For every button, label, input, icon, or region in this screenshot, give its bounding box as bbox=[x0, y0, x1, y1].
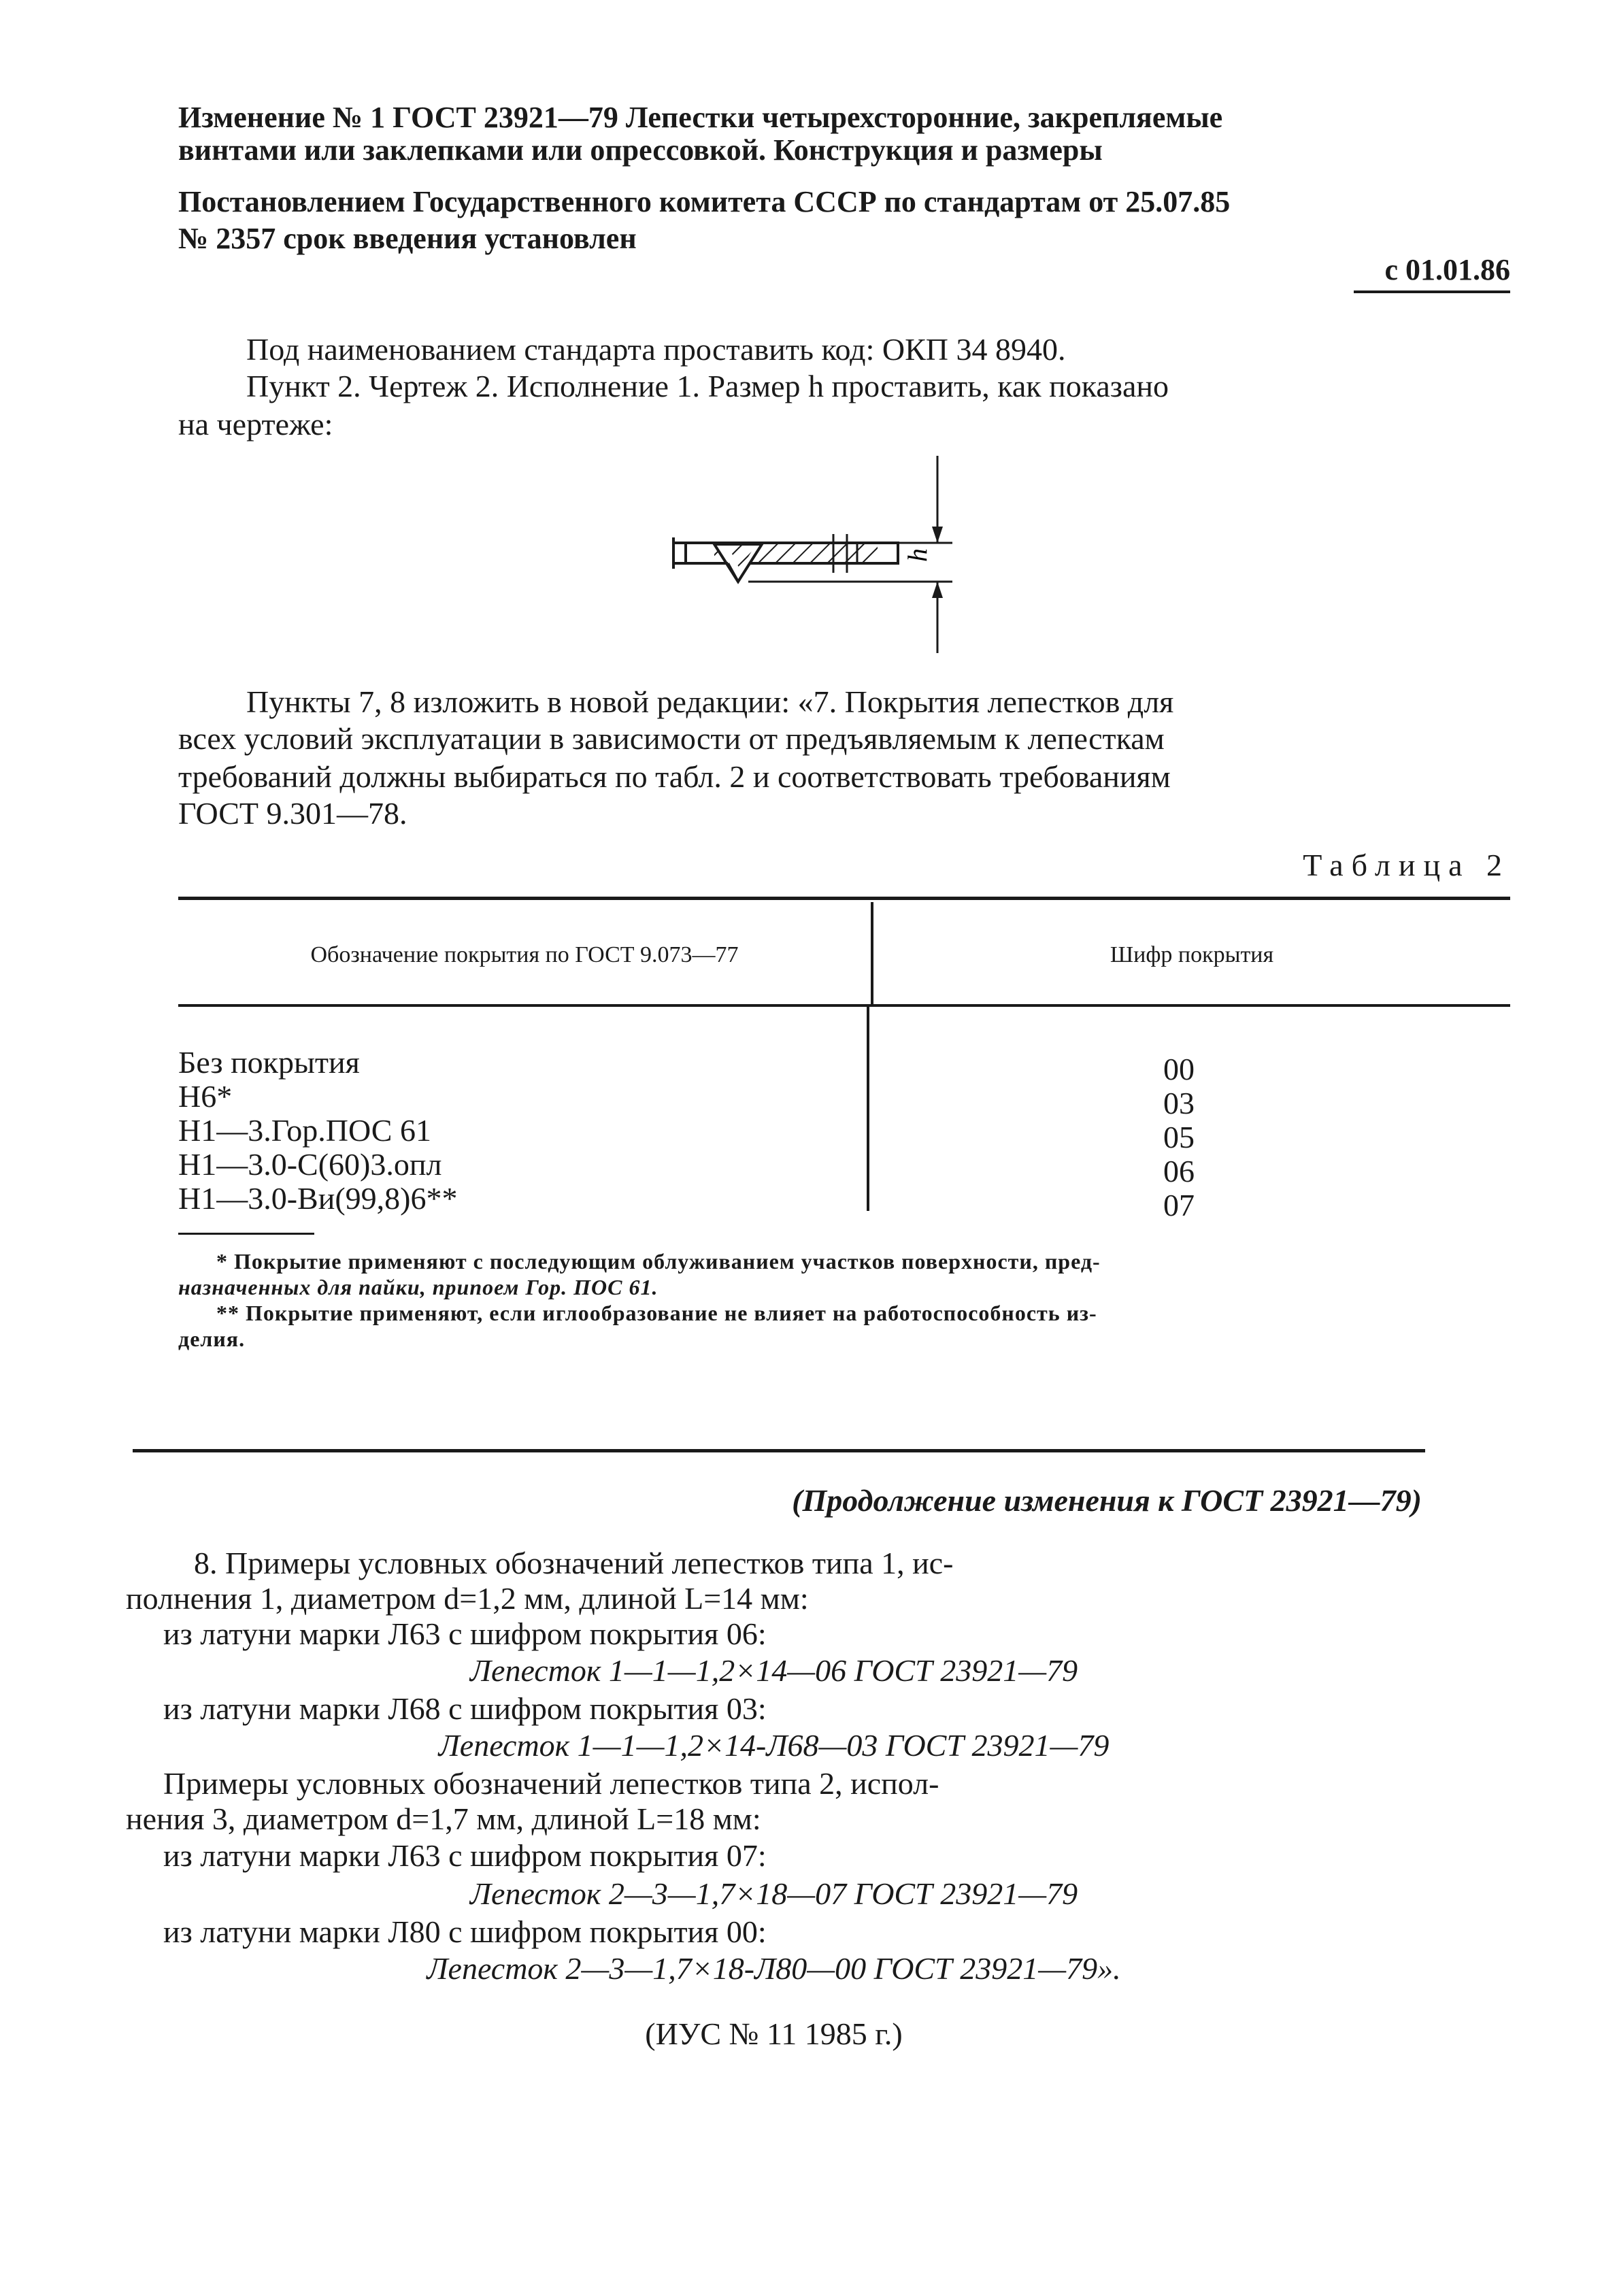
dimension-h-label: h bbox=[902, 548, 933, 562]
designation-example: Лепесток 1—1—1,2×14-Л68—03 ГОСТ 23921—79 bbox=[438, 1728, 1110, 1763]
decree-line-2: № 2357 срок введения установлен bbox=[178, 222, 637, 255]
table-cell-designation: Н1—3.0-С(60)3.опл bbox=[178, 1147, 442, 1182]
intro-line-2: Пункт 2. Чертеж 2. Исполнение 1. Размер h проставить, как показано bbox=[246, 369, 1169, 403]
footnote-1-line-1: * Покрытие применяют с последующим облуживанием участков поверхности, пред- bbox=[216, 1249, 1101, 1274]
continuation-p2-line-3: из латуни марки Л63 с шифром покрытия 07: bbox=[163, 1838, 767, 1873]
table-cell-code: 03 bbox=[1163, 1086, 1195, 1120]
title-line-1: Изменение № 1 ГОСТ 23921—79 Лепестки четырехсторонние, закрепляемые bbox=[178, 101, 1223, 134]
footnote-rule bbox=[178, 1233, 314, 1235]
table-header-code: Шифр покрытия bbox=[1110, 942, 1274, 967]
table-caption: Таблица 2 bbox=[1303, 848, 1510, 882]
continuation-heading: (Продолжение изменения к ГОСТ 23921—79) bbox=[792, 1483, 1422, 1518]
continuation-p1-line-2: полнения 1, диаметром d=1,2 мм, длиной L=14 мм: bbox=[126, 1581, 809, 1616]
part-drawing bbox=[653, 442, 1034, 660]
designation-example: Лепесток 1—1—1,2×14—06 ГОСТ 23921—79 bbox=[469, 1653, 1078, 1688]
table-cell-code: 05 bbox=[1163, 1120, 1195, 1154]
table-header-designation: Обозначение покрытия по ГОСТ 9.073—77 bbox=[310, 942, 739, 967]
effective-date-underline bbox=[1354, 290, 1510, 293]
items-line-4: ГОСТ 9.301—78. bbox=[178, 796, 407, 831]
footnote-2-line-2: делия. bbox=[178, 1327, 246, 1351]
continuation-p1-line-4: из латуни марки Л68 с шифром покрытия 03: bbox=[163, 1691, 767, 1726]
table-cell-designation: Н1—3.0-Ви(99,8)6** bbox=[178, 1181, 458, 1216]
table-cell-code: 00 bbox=[1163, 1052, 1195, 1086]
items-line-3: требований должны выбираться по табл. 2 и соответствовать требованиям bbox=[178, 759, 1171, 794]
effective-date: с 01.01.86 bbox=[1384, 253, 1510, 286]
table-cell-code: 06 bbox=[1163, 1154, 1195, 1188]
table-top-rule bbox=[178, 897, 1510, 900]
continuation-p2-line-4: из латуни марки Л80 с шифром покрытия 00: bbox=[163, 1914, 767, 1949]
source-reference: (ИУС № 11 1985 г.) bbox=[645, 2016, 903, 2051]
table-body-divider bbox=[867, 1007, 869, 1211]
table-header-rule bbox=[178, 1004, 1510, 1007]
table-cell-designation: Н6* bbox=[178, 1079, 233, 1114]
continuation-p2-line-1: Примеры условных обозначений лепестков типа 2, испол- bbox=[163, 1766, 939, 1801]
section-separator bbox=[133, 1449, 1425, 1452]
continuation-p1-line-3: из латуни марки Л63 с шифром покрытия 06: bbox=[163, 1616, 767, 1651]
decree-line-1: Постановлением Государственного комитета СССР по стандартам от 25.07.85 bbox=[178, 185, 1231, 218]
intro-line-1: Под наименованием стандарта проставить код: ОКП 34 8940. bbox=[246, 332, 1066, 367]
designation-example: Лепесток 2—3—1,7×18-Л80—00 ГОСТ 23921—79». bbox=[427, 1951, 1121, 1986]
title-line-2: винтами или заклепками или опрессовкой. Конструкция и размеры bbox=[178, 133, 1103, 167]
continuation-p1-line-1: 8. Примеры условных обозначений лепестков типа 1, ис- bbox=[194, 1546, 954, 1580]
table-cell-code: 07 bbox=[1163, 1188, 1195, 1222]
continuation-p2-line-2: нения 3, диаметром d=1,7 мм, длиной L=18 мм: bbox=[126, 1801, 761, 1836]
footnote-2-line-1: ** Покрытие применяют, если иглообразование не влияет на работоспособность из- bbox=[216, 1301, 1097, 1325]
intro-line-3: на чертеже: bbox=[178, 407, 333, 442]
table-cell-designation: Без покрытия bbox=[178, 1045, 360, 1080]
designation-example: Лепесток 2—3—1,7×18—07 ГОСТ 23921—79 bbox=[469, 1876, 1078, 1911]
table-cell-designation: Н1—3.Гор.ПОС 61 bbox=[178, 1113, 431, 1148]
footnote-1-line-2: назначенных для пайки, припоем Гор. ПОС 61. bbox=[178, 1275, 659, 1299]
dimension-h bbox=[932, 456, 943, 653]
items-line-2: всех условий эксплуатации в зависимости от предъявляемым к лепесткам bbox=[178, 721, 1165, 756]
items-line-1: Пункты 7, 8 изложить в новой редакции: «7. Покрытия лепестков для bbox=[246, 684, 1174, 719]
